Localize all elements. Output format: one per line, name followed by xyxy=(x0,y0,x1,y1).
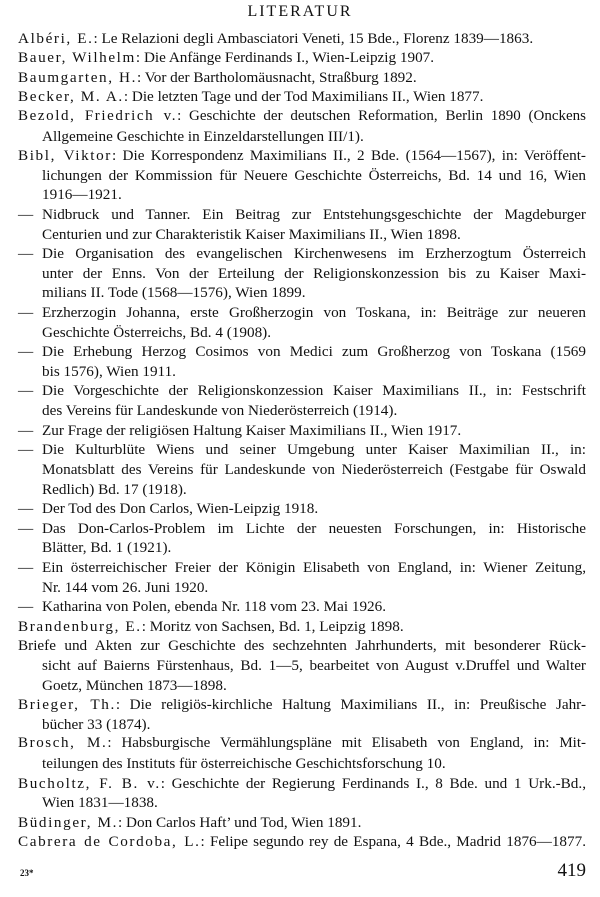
bibliography-sub-entry xyxy=(18,205,586,225)
bibliography-sub-entry xyxy=(18,381,586,401)
entry-text: : Don Carlos Haft’ und Tod, Wien 1891. xyxy=(118,813,362,831)
bibliography-entry xyxy=(18,636,586,656)
entry-text: bis 1576), Wien 1911. xyxy=(42,362,176,380)
page-number: 419 xyxy=(557,860,586,881)
entry-text: Blätter, Bd. 1 (1921). xyxy=(42,539,172,557)
entry-text: Monatsblatt des Vereins für Landeskunde von Niederösterreich (Festgabe für Oswald xyxy=(42,460,586,478)
entry-text: unter der Enns. Von der Erteilung der Religionskonzession bis zu Kaiser Maxi- xyxy=(42,264,586,282)
bibliography-continuation-line xyxy=(18,185,586,205)
bibliography-continuation-line xyxy=(18,225,586,245)
entry-text: lichungen der Kommission für Neuere Geschichte Österreichs, Bd. 14 und 16, Wien xyxy=(42,166,586,184)
bibliography-continuation-line xyxy=(18,793,586,813)
bibliography-sub-entry xyxy=(18,440,586,460)
entry-text: : Geschichte der Regierung Ferdinands I., 8 Bde. und 1 Urk.-Bd., xyxy=(160,774,586,792)
bibliography-continuation-line xyxy=(18,578,586,598)
bibliography-entry xyxy=(18,813,586,833)
entry-text: : Moritz von Sachsen, Bd. 1, Leipzig 1898. xyxy=(141,617,404,635)
bibliography-entry xyxy=(18,832,586,852)
ditto-dash: — xyxy=(18,205,34,223)
bibliography-entry xyxy=(18,617,586,637)
bibliography-entry xyxy=(18,734,586,754)
ditto-dash: — xyxy=(18,421,34,439)
entry-text: Katharina von Polen, ebenda Nr. 118 vom 23. Mai 1926. xyxy=(42,598,387,616)
author-name: Brieger, Th. xyxy=(18,696,116,714)
author-name: Bauer, Wilhelm xyxy=(18,49,136,67)
entry-text: Die Vorgeschichte der Religionskonzession Kaiser Maximilians II., in: Festschrift xyxy=(42,382,586,400)
bibliography-sub-entry xyxy=(18,519,586,539)
entry-text: milians II. Tode (1568—1576), Wien 1899. xyxy=(42,284,306,302)
entry-text: Die Kulturblüte Wiens und seiner Umgebung unter Kaiser Maximilian II., in: xyxy=(42,441,586,459)
bibliography-continuation-line xyxy=(18,538,586,558)
entry-text: Centurien und zur Charakteristik Kaiser Maximilians II., Wien 1898. xyxy=(42,225,461,243)
signature-mark: 23* xyxy=(20,868,34,878)
bibliography-continuation-line xyxy=(18,676,586,696)
entry-text: : Die Korrespondenz Maximilians II., 2 Bde. (1564—1567), in: Veröffent- xyxy=(111,147,586,165)
bibliography-entry xyxy=(18,146,586,166)
ditto-dash: — xyxy=(18,441,34,459)
entry-text: Geschichte Österreichs, Bd. 4 (1908). xyxy=(42,323,272,341)
bibliography-continuation-line xyxy=(18,656,586,676)
bibliography-continuation-line xyxy=(18,283,586,303)
author-name: Brosch, M. xyxy=(18,735,108,752)
entry-text: : Die letzten Tage und der Tod Maximilians II., Wien 1877. xyxy=(123,88,484,106)
author-name: Becker, M. A. xyxy=(18,88,124,106)
author-name: Bezold, Friedrich v. xyxy=(18,107,178,124)
entry-text: : Le Relazioni degli Ambasciatori Veneti, 15 Bde., Florenz 1839—1863. xyxy=(93,29,534,47)
entry-text: bücher 33 (1874). xyxy=(42,715,151,733)
author-name: Brandenburg, E. xyxy=(18,617,142,635)
bibliography-sub-entry xyxy=(18,558,586,578)
page-title: LITERATUR xyxy=(247,3,353,20)
bibliography-sub-entry xyxy=(18,303,586,323)
entry-text: Die Erhebung Herzog Cosimos von Medici zum Großherzog von Toskana (1569 xyxy=(42,343,586,361)
bibliography-entry xyxy=(18,774,586,794)
bibliography-entry xyxy=(18,48,586,68)
bibliography-continuation-line xyxy=(18,401,586,421)
bibliography-continuation-line xyxy=(18,715,586,735)
entry-text: 1916—1921. xyxy=(42,186,122,204)
bibliography-sub-entry xyxy=(18,421,586,441)
author-name: Baumgarten, H. xyxy=(18,68,137,86)
ditto-dash: — xyxy=(18,245,34,263)
bibliography-entry xyxy=(18,29,586,49)
ditto-dash: — xyxy=(18,343,34,361)
entry-text: Erzherzogin Johanna, erste Großherzogin von Toskana, in: Beiträge zur neueren xyxy=(42,304,586,322)
ditto-dash: — xyxy=(18,500,34,518)
ditto-dash: — xyxy=(18,558,34,576)
bibliography-entry xyxy=(18,107,586,127)
entry-text: Redlich) Bd. 17 (1918). xyxy=(42,480,187,498)
author-name: Bucholtz, F. B. v. xyxy=(18,774,161,792)
entry-text: teilungen des Instituts für österreichische Geschichtsforschung 10. xyxy=(42,755,446,773)
bibliography-continuation-line xyxy=(18,754,586,774)
bibliography-continuation-line xyxy=(18,264,586,284)
entry-text: : Felipe segundo rey de Espana, 4 Bde., Madrid 1876—1877. xyxy=(200,833,586,851)
entry-text: Allgemeine Geschichte in Einzeldarstellungen III/1). xyxy=(42,127,364,145)
bibliography-list xyxy=(18,29,586,853)
bibliography-sub-entry xyxy=(18,499,586,519)
bibliography-sub-entry xyxy=(18,342,586,362)
entry-text: Das Don-Carlos-Problem im Lichte der neuesten Forschungen, in: Historische xyxy=(42,519,586,537)
entry-text: Briefe und Akten zur Geschichte des sechzehnten Jahrhunderts, mit besonderer Rück- xyxy=(18,637,586,655)
entry-text: des Vereins für Landeskunde von Niederösterreich (1914). xyxy=(42,402,398,420)
bibliography-continuation-line xyxy=(18,166,586,186)
author-name: Bibl, Viktor xyxy=(18,147,112,165)
entry-text: : Geschichte der deutschen Reformation, Berlin 1890 (Onckens xyxy=(177,107,586,124)
bibliography-sub-entry xyxy=(18,597,586,617)
entry-text: Die Organisation des evangelischen Kirchenwesens im Erzherzogtum Österreich xyxy=(42,245,586,263)
entry-text: Nidbruck und Tanner. Ein Beitrag zur Entstehungsgeschichte der Magdeburger xyxy=(42,205,586,223)
entry-text: Zur Frage der religiösen Haltung Kaiser Maximilians II., Wien 1917. xyxy=(42,421,462,439)
entry-text: Nr. 144 vom 26. Juni 1920. xyxy=(42,578,209,596)
bibliography-sub-entry xyxy=(18,244,586,264)
entry-text: Goetz, München 1873—1898. xyxy=(42,676,227,694)
bibliography-entry xyxy=(18,68,586,88)
bibliography-continuation-line xyxy=(18,362,586,382)
ditto-dash: — xyxy=(18,598,34,616)
author-name: Büdinger, M. xyxy=(18,813,119,831)
author-name: Albéri, E. xyxy=(18,29,94,47)
entry-text: Wien 1831—1838. xyxy=(42,794,158,812)
bibliography-continuation-line xyxy=(18,323,586,343)
ditto-dash: — xyxy=(18,519,34,537)
entry-text: : Die religiös-kirchliche Haltung Maximilians II., in: Preußische Jahr- xyxy=(115,696,586,714)
entry-text: sicht auf Baierns Fürstenhaus, Bd. 1—5, bearbeitet von August v.Druffel und Walter xyxy=(42,657,586,674)
author-name: Cabrera de Cordoba, L. xyxy=(18,833,201,851)
entry-text: Der Tod des Don Carlos, Wien-Leipzig 1918. xyxy=(42,500,319,518)
bibliography-entry xyxy=(18,87,586,107)
entry-text: : Die Anfänge Ferdinands I., Wien-Leipzig 1907. xyxy=(135,49,435,67)
ditto-dash: — xyxy=(18,304,34,322)
bibliography-continuation-line xyxy=(18,127,586,147)
ditto-dash: — xyxy=(18,382,34,400)
entry-text: Ein österreichischer Freier der Königin Elisabeth von England, in: Wiener Zeitung, xyxy=(42,558,586,576)
bibliography-entry xyxy=(18,695,586,715)
entry-text: : Vor der Bartholomäusnacht, Straßburg 1892. xyxy=(136,68,417,86)
entry-text: : Habsburgische Vermählungspläne mit Elisabeth von England, in: Mit- xyxy=(107,735,586,752)
bibliography-continuation-line xyxy=(18,480,586,500)
bibliography-continuation-line xyxy=(18,460,586,480)
